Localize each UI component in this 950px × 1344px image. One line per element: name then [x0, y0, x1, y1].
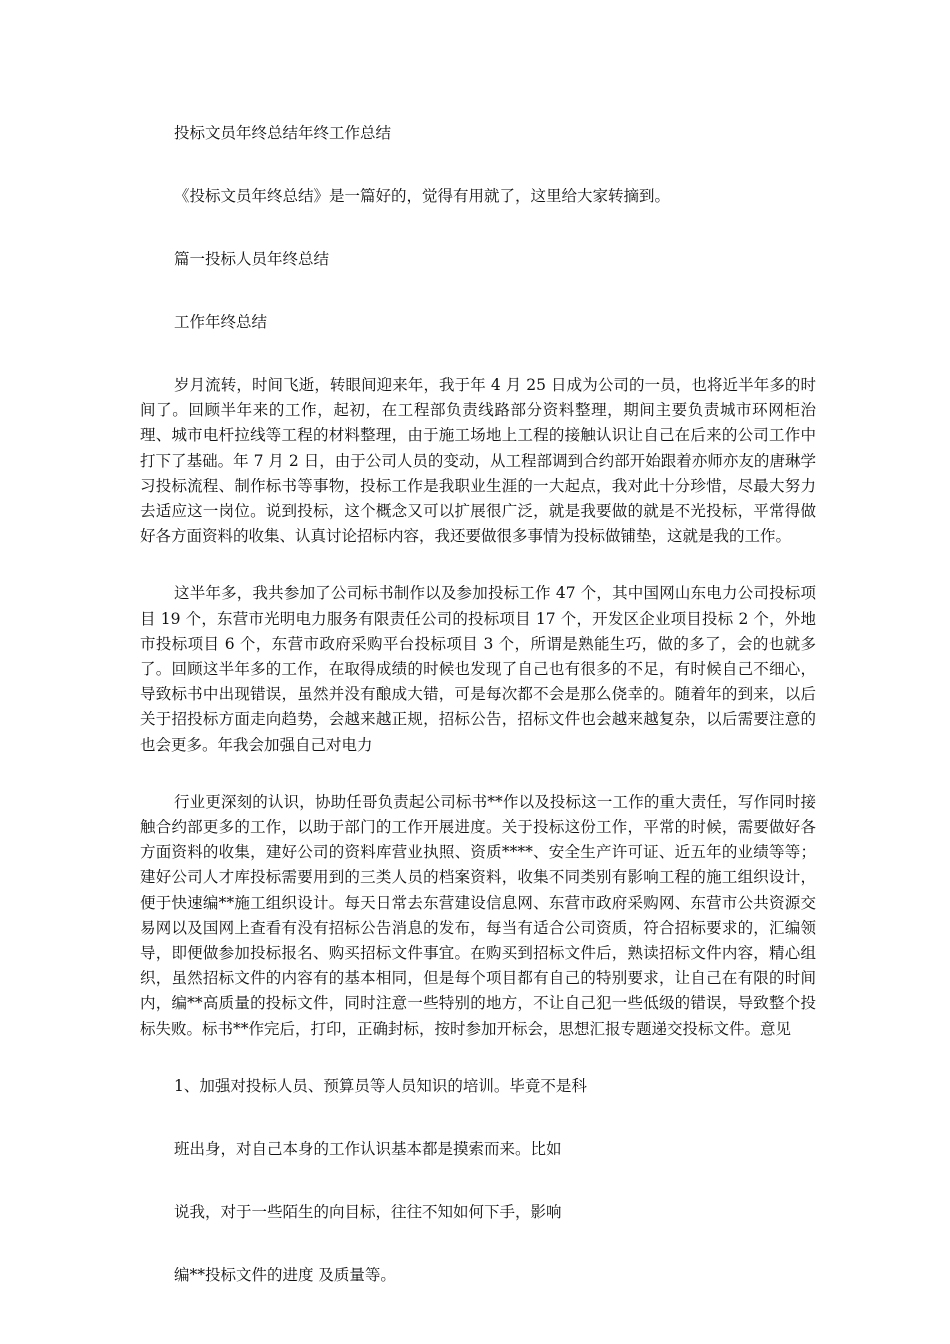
sub-heading: 工作年终总结 [174, 313, 268, 331]
body-paragraph-3: 行业更深刻的认识，协助任哥负责起公司标书**作以及投标这一工作的重大责任，写作同时接触合约部更多的工作，以助于部门的工作开展进度。关于投标这份工作，平常的时候，需要做好各方面资料的收集，建好公司的资料库营业执照、资质****、安全生产许可证、近五年的业绩等等；建好公司人才库投标需要用到的三类人员的档案资料，收集不同类别有影响工程的施工组织设计，便于快速编**施工组织设计。每天日常去东营建设信息网、东营市政府采购网、东营市公共资源交易网以及国网上查看有没有招标公告消息的发布，每当有适合公司资质，符合招标要求的，汇编领导，即便做参加投标报名、购买招标文件事宜。在购买到招标文件后，熟读招标文件内容，精心组织，虽然招标文件的内容有的基本相同，但是每个项目都有自己的特别要求，让自己在有限的时间内，编**高质量的投标文件，同时注意一些特别的地方，不让自己犯一些低级的错误，导致整个投标失败。标书**作完后，打印，正确封标，按时参加开标会，思想汇报专题递交投标文件。意见 [140, 792, 816, 1038]
document-title: 投标文员年终总结年终工作总结 [174, 124, 392, 142]
suggestion-line-4: 编**投标文件的进度 及质量等。 [174, 1265, 396, 1284]
body-paragraph-2: 这半年多，我共参加了公司标书制作以及参加投标工作 47 个，其中国网山东电力公司投标项目 19 个，东营市光明电力服务有限责任公司的投标项目 17 个，开发区企业项目投标 2 个，外地市投标项目 6 个，东营市政府采购平台投标项目 3 个，所谓是熟能生巧，做的多了，会的也就多了。回顾这半年多的工作，在取得成绩的时候也发现了自己也有很多的不足，有时候自己不细心，导致标书中出现错误，虽然并没有酿成大错，可是每次都不会是那么侥幸的。随着年的到来，以后关于招投标方面走向趋势，会越来越正规，招标公告，招标文件也会越来越复杂，以后需要注意的也会更多。年我会加强自己对电力 [140, 584, 816, 754]
suggestion-line-2: 班出身，对自己本身的工作认识基本都是摸索而来。比如 [174, 1139, 562, 1158]
body-paragraph-1: 岁月流转，时间飞逝，转眼间迎来年，我于年 4 月 25 日成为公司的一员，也将近半年多的时间了。回顾半年来的工作，起初，在工程部负责线路部分资料整理，期间主要负责城市环网柜治理、城市电杆拉线等工程的材料整理，由于施工场地上工程的接触认识让自己在后来的公司工作中打下了基础。年 7 月 2 日，由于公司人员的变动，从工程部调到合约部开始跟着亦师亦友的唐琳学习投标流程、制作标书等事物，投标工作是我职业生涯的一大起点，我对此十分珍惜，尽最大努力去适应这一岗位。说到投标，这个概念又可以扩展很广泛，就是我要做的就是不光投标，平常得做好各方面资料的收集、认真讨论招标内容，我还要做很多事情为投标做铺垫，这就是我的工作。 [140, 376, 816, 546]
intro-line: 《投标文员年终总结》是一篇好的，觉得有用就了，这里给大家转摘到。 [174, 187, 671, 205]
document-body [140, 121, 816, 1326]
suggestion-line-3: 说我，对于一些陌生的向目标，往往不知如何下手，影响 [174, 1202, 562, 1221]
section-heading: 篇一投标人员年终总结 [174, 250, 330, 268]
suggestion-line-1: 1、加强对投标人员、预算员等人员知识的培训。毕竟不是科 [174, 1076, 587, 1095]
